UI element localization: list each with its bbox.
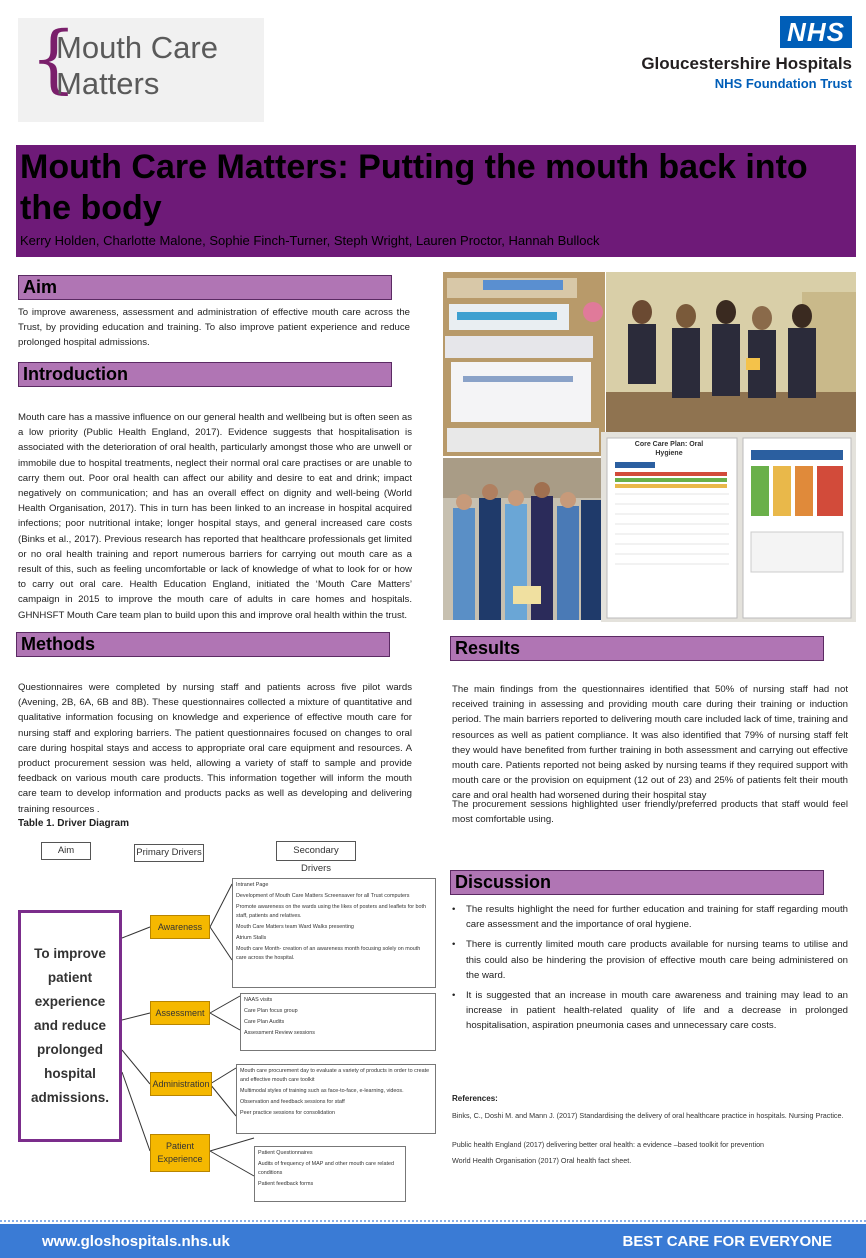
- secondary-administration: [236, 1064, 436, 1134]
- discussion-bullet: • The results highlight the need for further education and training for staff regarding mouth care assessment and the importance of oral hygiene.: [452, 902, 848, 932]
- secondary-item: Mouth care procurement day to evaluate a variety of products in order to create and effective mouth care toolkit: [240, 1068, 430, 1083]
- secondary-assessment: [240, 993, 436, 1051]
- care-plan-title: Core Care Plan: Oral Hygiene: [634, 441, 704, 457]
- org-name: Gloucestershire Hospitals: [641, 54, 852, 73]
- introduction-heading: Introduction: [18, 362, 392, 387]
- care-plan-photo: [601, 432, 856, 622]
- secondary-item: Care Plan focus group: [244, 1008, 298, 1014]
- secondary-item: NAAS visits: [244, 997, 273, 1003]
- methods-heading: Methods: [16, 632, 390, 657]
- introduction-body: Mouth care has a massive influence on our general health and wellbeing but is often seen as a low priority (Public Health England, 2017). Evidence suggests that hospitalisation is associated with the deterioration of oral health, particularly amongst those who are unwell or immobile due to hospital treatments, neglect their normal oral care practises or are unable to carry them out. Poor oral health can affect our ability and desire to eat and drink; impact negatively on communication; and has an overall effect on dignity and well-being (World Health Organisation, 2017). This in turn has been linked to an increase in hospital acquired infections; poor nutritional intake; longer hospital stays, and general increased care costs (Binks et al., 2017). Previous research has reported that healthcare professionals get limited or no oral health training and report numerous barriers for carrying out mouth care as a result of this, such as feeling uncomfortable or lack of knowledge of what to look for or how to carry out oral care. Health Education England, initiated the ‘Mouth Care Matters’ campaign in 2015 to improve the mouth care of adults in care homes and hospitals. GHNHSFT Mouth Care team plan to build upon this and improve oral health within the trust.: [18, 412, 412, 621]
- results-body-1: The main findings from the questionnaires identified that 50% of nursing staff had not received training in assessing and providing mouth care during their training or induction period. The main barriers reported to delivering mouth care included lack of time, training and resources as well as patient compliance. It was also identified that 79% of nursing staff felt they would have benefited from further training in both assessment and carrying out effective mouth care. Patients reported not being asked by nursing teams if they required support with mouth care or the provision on equipment (12 out of 23) and 25% of patients felt their mouth care and oral health had worsened during their hospital stay: [452, 684, 848, 802]
- driver-administration: Administration: [150, 1072, 212, 1096]
- secondary-item: Care Plan Audits: [244, 1019, 285, 1025]
- logo-brace-icon: {: [30, 16, 78, 102]
- discussion-heading: Discussion: [450, 870, 824, 895]
- aim-body: To improve awareness, assessment and administration of effective mouth care across the Trust, by providing education and training. To also improve patient experience and reduce prolonged hospital admissions.: [18, 307, 410, 349]
- secondary-item: Intranet Page: [236, 882, 269, 888]
- diagram-header-secondary: Secondary Drivers: [276, 841, 356, 861]
- secondary-item: Assessment Review sessions: [244, 1030, 316, 1036]
- secondary-item: Atrium Stalls: [236, 935, 267, 941]
- results-heading: Results: [450, 636, 824, 661]
- nhs-logo: NHS: [780, 16, 852, 48]
- secondary-item: Audits of frequency of MAP and other mouth care related conditions: [258, 1161, 394, 1176]
- secondary-item: Peer practice sessions for consolidation: [240, 1110, 335, 1116]
- logo-text-line1: Mouth Care: [56, 30, 218, 65]
- products-photo: [443, 272, 605, 456]
- logo-text-line2: Matters: [56, 66, 160, 101]
- diagram-aim-box: To improve patient experience and reduce prolonged hospital admissions.: [18, 910, 122, 1142]
- secondary-patient-experience: [254, 1146, 406, 1202]
- secondary-awareness: [232, 878, 436, 988]
- secondary-item: Promote awareness on the wards using the likes of posters and leaflets for both staff, patients and relatives.: [236, 904, 426, 919]
- team-photo-1: [606, 272, 856, 432]
- reference-item: Binks, C., Doshi M. and Mann J. (2017) Standardising the delivery of oral healthcare practice in hospitals. Nursing Practice.: [452, 1111, 844, 1120]
- driver-patient-experience: Patient Experience: [150, 1134, 210, 1172]
- secondary-item: Development of Mouth Care Matters Screensaver for all Trust computers: [236, 893, 410, 899]
- footer-slogan: BEST CARE FOR EVERYONE: [622, 1233, 832, 1250]
- driver-assessment: Assessment: [150, 1001, 210, 1025]
- secondary-item: Multimodal styles of training such as face-to-face, e-learning, videos.: [240, 1088, 404, 1094]
- poster-title: Mouth Care Matters: Putting the mouth back into the body: [20, 148, 808, 227]
- methods-body: Questionnaires were completed by nursing staff and patients across five pilot wards (Avening, 2B, 6A, 6B and 8B). These questionnaires collected a mixture of quantitative and qualitative information focusing on knowledge and experience of effective mouth care for nursing staff and exploring barriers. The patient questionnaires focused on changes to oral care during hospital stays and access to appropriate oral care equipment and resources. A product procurement session was held, allowing a variety of staff to sample and provide feedback on various mouth care products. This information together will inform the mouth care team to develop information and products packs as well as developing and delivering training resources .: [18, 682, 412, 815]
- secondary-item: Mouth Care Matters team Ward Walks presenting: [236, 924, 354, 930]
- secondary-item: Patient feedback forms: [258, 1181, 314, 1187]
- results-body-2: The procurement sessions highlighted user friendly/preferred products that staff would feel most comfortable using.: [452, 799, 848, 826]
- secondary-item: Observation and feedback sessions for staff: [240, 1099, 345, 1105]
- reference-item: Public health England (2017) delivering better oral health: a evidence –based toolkit for prevention: [452, 1140, 765, 1149]
- authors: Kerry Holden, Charlotte Malone, Sophie Finch-Turner, Steph Wright, Lauren Proctor, Hannah Bullock: [20, 233, 600, 248]
- diagram-header-aim: Aim: [41, 842, 91, 860]
- aim-heading: Aim: [18, 275, 392, 300]
- table-caption: Table 1. Driver Diagram: [18, 818, 129, 829]
- driver-awareness: Awareness: [150, 915, 210, 939]
- references-heading: References:: [452, 1094, 498, 1103]
- discussion-list: [452, 902, 848, 1039]
- discussion-bullet: • It is suggested that an increase in mouth care awareness and training may lead to an increase in patient health-related quality of life and a decrease in prolonged hospitalisation, aspiration pneumonia cases and unnecessary care costs.: [452, 988, 848, 1034]
- secondary-item: Patient Questionnaires: [258, 1150, 313, 1156]
- reference-item: World Health Organisation (2017) Oral health fact sheet.: [452, 1156, 632, 1165]
- secondary-item: Mouth care Month- creation of an awareness month focusing solely on mouth care across the hospital.: [236, 946, 421, 961]
- trust-name: NHS Foundation Trust: [714, 76, 852, 91]
- discussion-bullet: • There is currently limited mouth care products available for nursing teams to utilise and this could also be hindering the provision of effective mouth care being administered on the ward.: [452, 937, 848, 983]
- team-photo-2: [443, 458, 601, 620]
- diagram-header-primary: Primary Drivers: [134, 844, 204, 862]
- footer-url-link[interactable]: www.gloshospitals.nhs.uk: [42, 1233, 230, 1250]
